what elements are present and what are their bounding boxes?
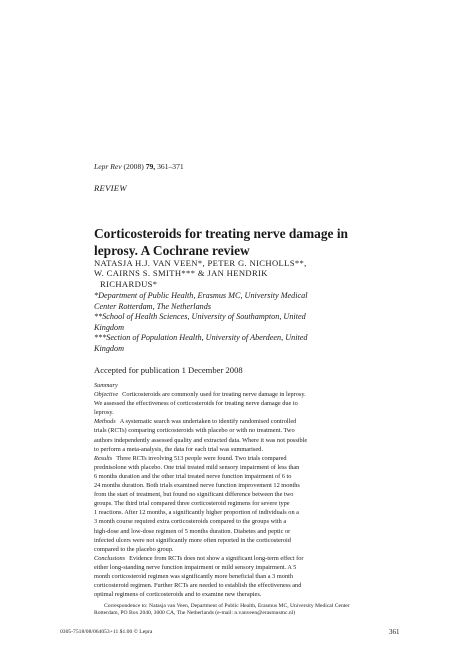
abstract-line: high-dose and low-dose regimen of 5 months duration. Diabetes and peptic or: [94, 527, 291, 535]
abstract-line: either long-standing nerve function impairment or mild sensory impairment. A 5: [94, 563, 297, 571]
abstract-line: trials (RCTs) comparing corticosteroids with placebo or with no treatment. Two: [94, 427, 295, 435]
abstract-line: corticosteroid regimen. Further RCTs are needed to establish the effectiveness and: [94, 582, 302, 590]
journal-pages: 361–371: [157, 162, 184, 171]
abstract-line: 6 months duration and the other trial treated nerve function impairment of 6 to: [94, 472, 292, 480]
abstract-line: 3 month course required extra corticosteroids compared to the groups with a: [94, 518, 287, 526]
abstract-line: 24 months duration. Both trials examined nerve function improvement 12 months: [94, 482, 300, 490]
affiliation-line: ***Section of Population Health, University of Aberdeen, United: [94, 333, 308, 343]
author-line: NATASJA H.J. VAN VEEN*, PETER G. NICHOLLS**,: [94, 258, 307, 268]
abstract-line: Methods A systematic search was undertaken to identify randomised controlled: [94, 418, 297, 426]
abstract: [94, 381, 394, 599]
abstract-label: Objective: [94, 391, 119, 399]
paper-title: [94, 225, 394, 259]
abstract-line: month corticosteroid regimen was significantly more beneficial than a 3 month: [94, 572, 293, 580]
journal-volume: 79,: [145, 162, 156, 171]
footer-code: 0305-7518/08/064053+11 $1.00 © Lepra: [60, 629, 153, 635]
abstract-line: leprosy.: [94, 409, 114, 417]
abstract-line: compared to the placebo group.: [94, 545, 174, 553]
abstract-line: infected ulcers were not significantly more often reported in the corticosteroid: [94, 536, 291, 544]
author-list: [94, 258, 394, 289]
summary-heading: Summary: [94, 382, 118, 389]
journal-year: (2008): [123, 162, 144, 171]
correspondence-line: Rotterdam, PO Box 2040, 3000 CA, The Netherlands (e-mail: n.vanveen@erasmusmc.nl): [94, 610, 296, 617]
abstract-line: Conclusions Evidence from RCTs does not show a significant long-term effect for: [94, 554, 304, 562]
abstract-line: We assessed the effectiveness of corticosteroids for treating nerve damage due to: [94, 400, 298, 408]
journal-name: Lepr Rev: [94, 162, 122, 171]
author-line: RICHARDUS*: [100, 278, 158, 289]
abstract-line: to perform a meta-analysis, the data for each trial was summarised.: [94, 445, 263, 453]
abstract-label: Methods: [94, 418, 116, 426]
abstract-line: from the start of treatment, but found no significant difference between the two: [94, 491, 294, 499]
abstract-line: optimal regimens of corticosteroids and to examine new therapies.: [94, 591, 262, 599]
abstract-line: Results Three RCTs involving 513 people were found. Two trials compared: [94, 454, 287, 462]
affiliation-line: Kingdom: [94, 322, 125, 332]
title-line: Corticosteroids for treating nerve damage in: [94, 226, 349, 241]
section-label: REVIEW: [94, 183, 127, 193]
affiliations: [94, 291, 394, 355]
journal-citation: [94, 162, 184, 171]
affiliation-line: Center Rotterdam, The Netherlands: [94, 301, 212, 311]
abstract-label: Results: [94, 454, 113, 462]
abstract-label: Conclusions: [94, 554, 126, 562]
title-line: leprosy. A Cochrane review: [94, 243, 250, 258]
abstract-line: authors independently assessed quality and extracted data. Where it was not possible: [94, 436, 308, 444]
accepted-date: Accepted for publication 1 December 2008: [94, 365, 243, 375]
abstract-line: Objective Corticosteroids are commonly used for treating nerve damage in leprosy.: [94, 391, 306, 399]
affiliation-line: *Department of Public Health, Erasmus MC, University Medical: [94, 291, 308, 300]
affiliation-line: **School of Health Sciences, University of Southampton, United: [94, 312, 306, 322]
affiliation-line: Kingdom: [94, 343, 125, 353]
abstract-line: groups. The third trial compared three corticosteroid regimens for severe type: [94, 500, 290, 508]
page-number: 361: [389, 628, 400, 636]
correspondence-line: Correspondence to: Natasja van Veen, Department of Public Health, Erasmus MC, University Medical Center: [104, 603, 350, 609]
correspondence-note: [94, 603, 394, 618]
author-line: W. CAIRNS S. SMITH*** & JAN HENDRIK: [94, 268, 268, 279]
abstract-line: 1 reactions. After 12 months, a significantly higher proportion of individuals on a: [94, 509, 299, 517]
abstract-line: prednisolone with placebo. One trial treated mild sensory impairment of less than: [94, 463, 300, 471]
